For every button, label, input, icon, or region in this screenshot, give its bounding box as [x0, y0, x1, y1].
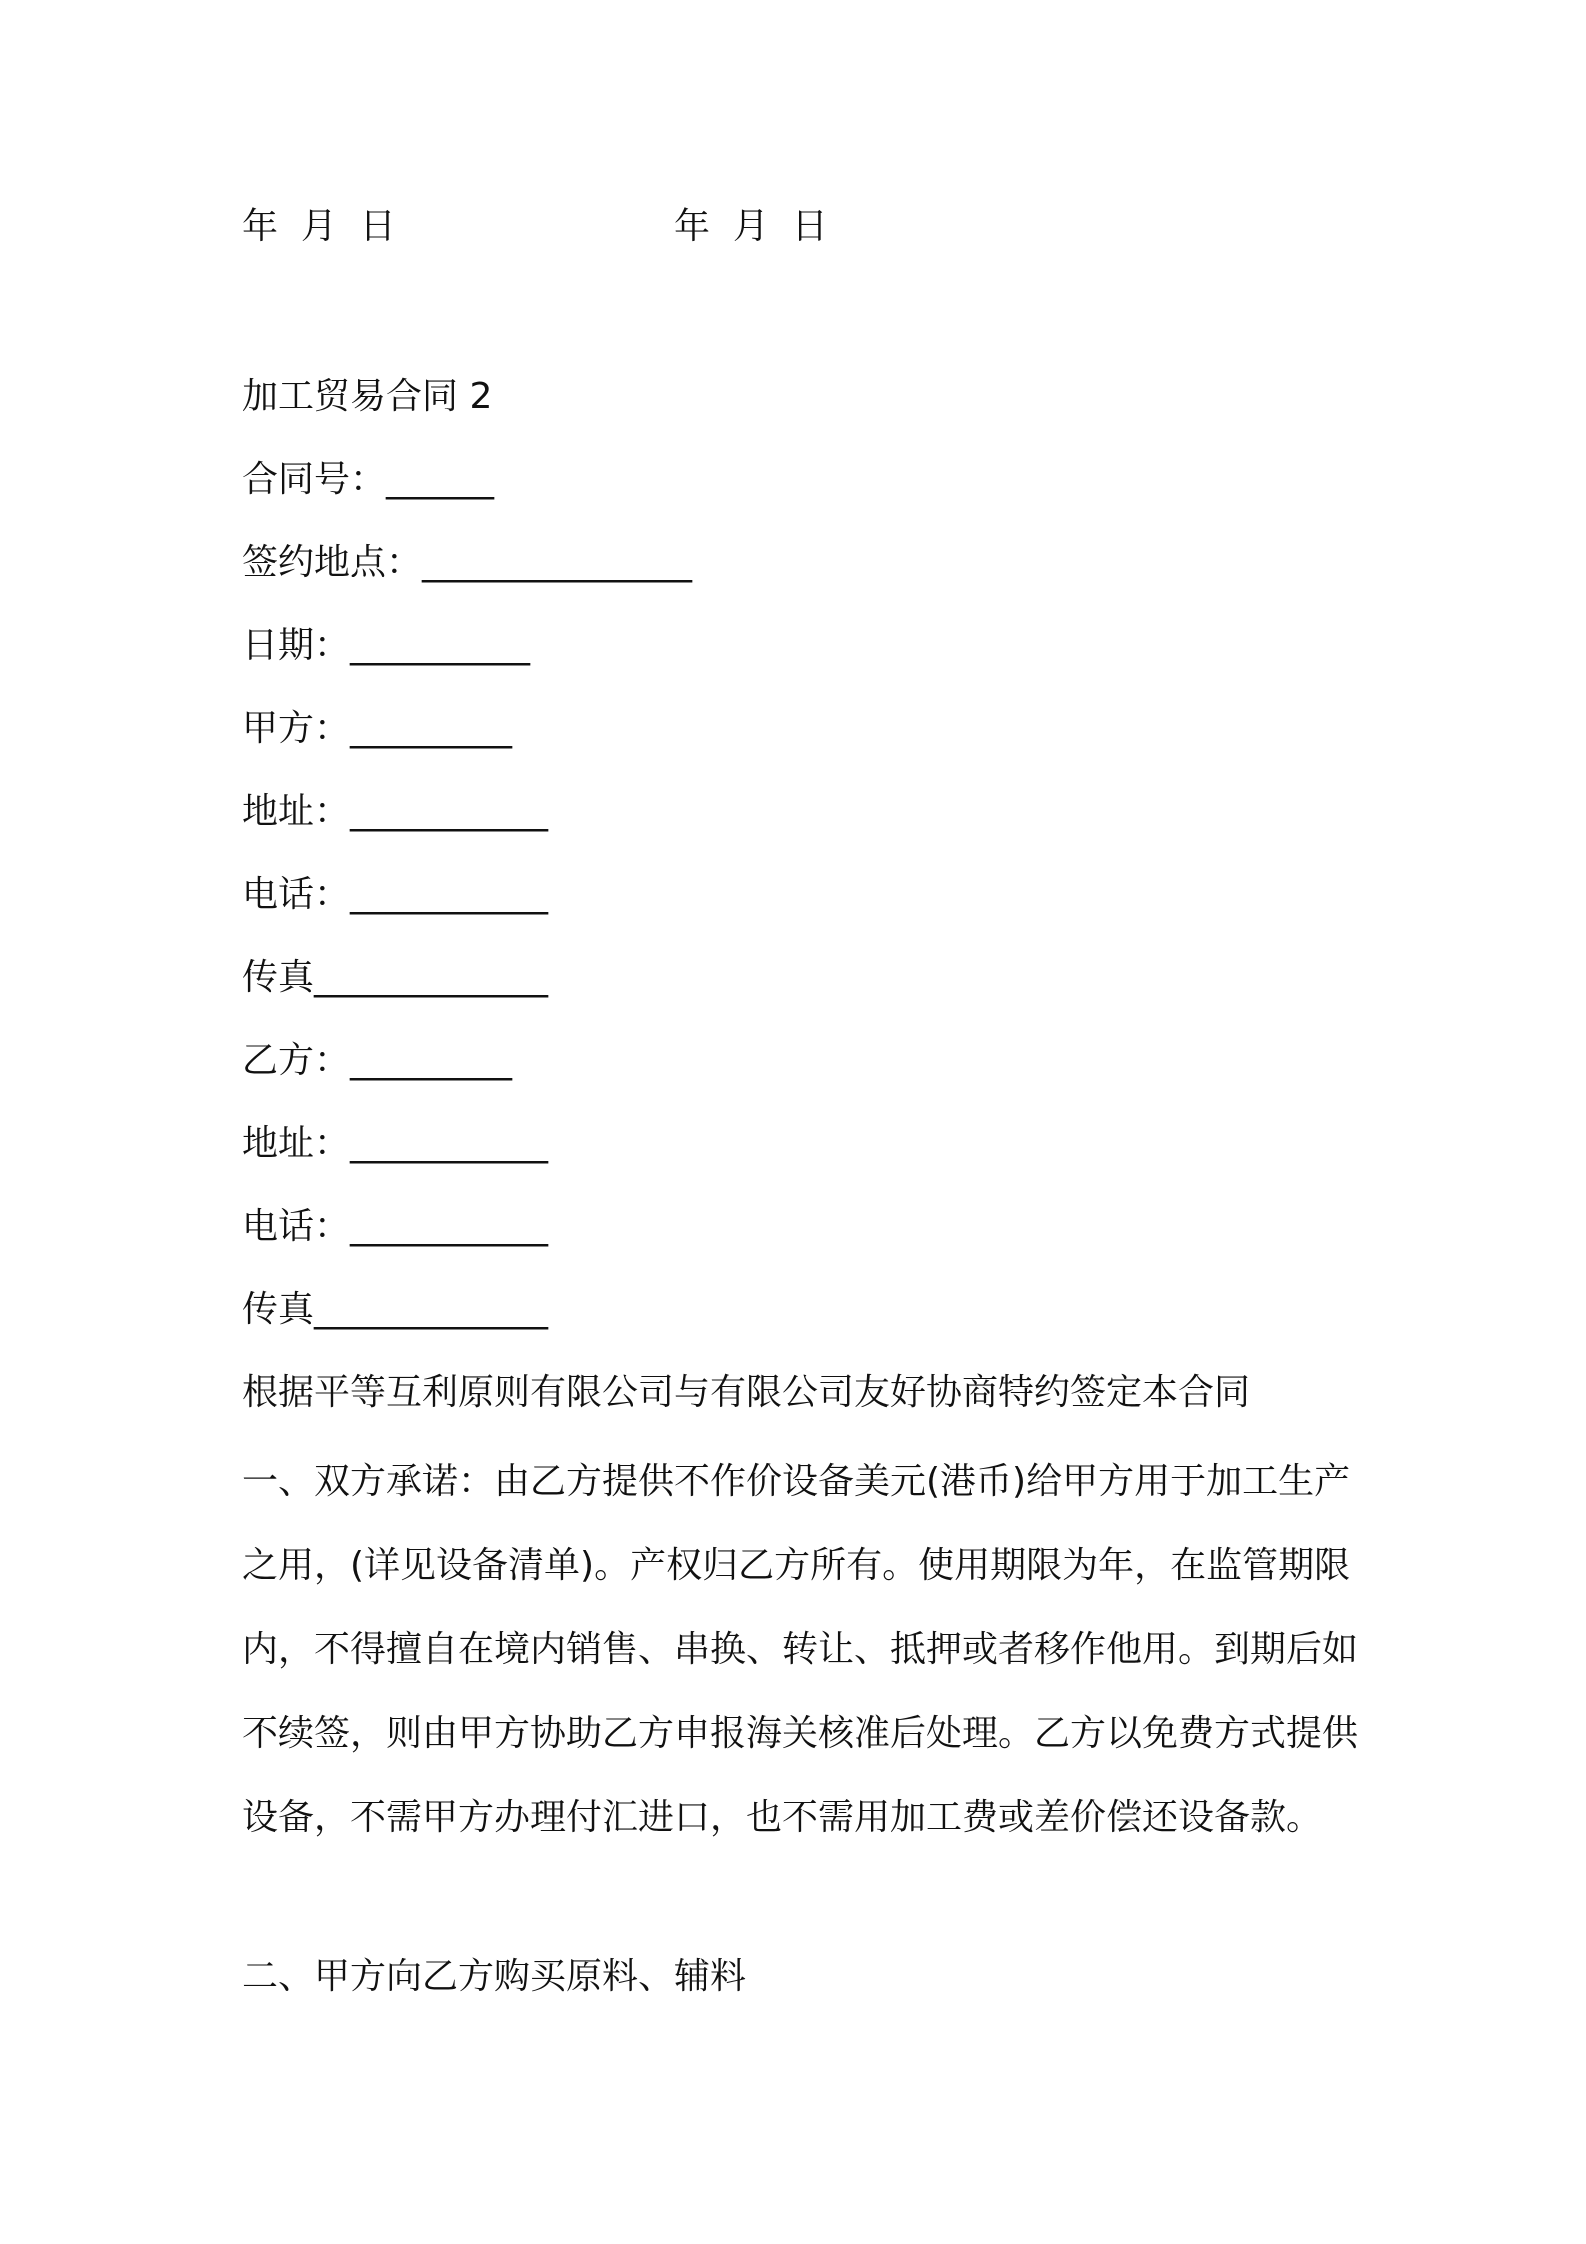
signature-date-left: 年 月 日	[242, 206, 396, 247]
field-signing-place: 签约地点：_______________	[242, 542, 693, 583]
signature-date-right: 年 月 日	[674, 206, 828, 247]
field-party-b: 乙方：_________	[242, 1040, 513, 1081]
field-party-a-phone: 电话：___________	[242, 874, 549, 915]
field-party-b-phone: 电话：___________	[242, 1206, 549, 1247]
field-party-b-address: 地址：___________	[242, 1123, 549, 1164]
field-party-a-fax: 传真_____________	[242, 957, 549, 998]
field-party-b-fax: 传真_____________	[242, 1289, 549, 1330]
contract-title: 加工贸易合同 2	[242, 376, 493, 417]
field-party-a-address: 地址：___________	[242, 791, 549, 832]
clause-1-paragraph: 一、双方承诺：由乙方提供不作价设备美元(港币)给甲方用于加工生产之用，(详见设备清单)。产权归乙方所有。使用期限为年，在监管期限内，不得擅自在境内销售、串换、转让、抵押或者移作他用。到期后如不续签，则由甲方协助乙方申报海关核准后处理。乙方以免费方式提供设备，不需甲方办理付汇进口，也不需用加工费或差价偿还设备款。	[242, 1461, 1359, 1838]
clause-2-heading: 二、甲方向乙方购买原料、辅料	[242, 1956, 747, 1997]
field-contract-number: 合同号：______	[242, 459, 495, 500]
contract-preamble: 根据平等互利原则有限公司与有限公司友好协商特约签定本合同	[242, 1372, 1251, 1413]
field-date: 日期：__________	[242, 625, 531, 666]
field-party-a: 甲方：_________	[242, 708, 513, 749]
